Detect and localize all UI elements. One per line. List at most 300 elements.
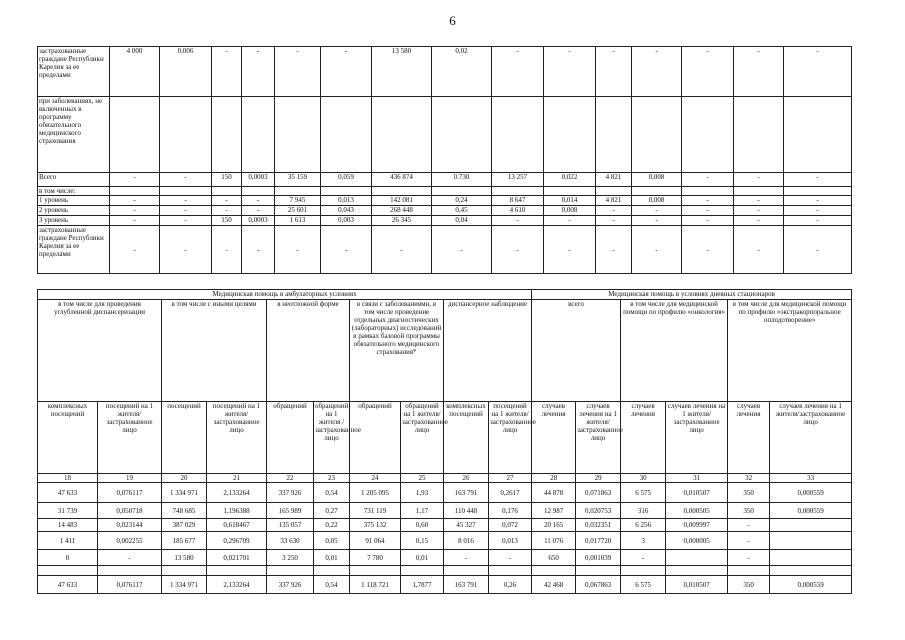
table-cell: 2,133264	[207, 576, 267, 594]
table-cell: 350	[728, 576, 770, 594]
table-cell: -	[632, 226, 682, 274]
column-header: комплексных посещений	[38, 402, 98, 474]
column-header: случаев лечения	[728, 402, 770, 474]
table-cell: 0,15	[401, 532, 444, 550]
table-cell: 163 791	[444, 483, 489, 503]
table-cell: 316	[621, 503, 666, 519]
table-cell: 0,067863	[576, 576, 621, 594]
subheader-oncology: в том числе для медицинской помощи по профилю «онкология»	[621, 300, 728, 402]
table-row	[38, 97, 852, 173]
table-cell: 0,003	[321, 216, 372, 226]
column-header: случаев лечения на 1 жителя/ застрахованное лицо	[666, 402, 728, 474]
table-cell: 0,006	[160, 47, 212, 97]
table-cell: -	[321, 47, 372, 97]
subheader-total: всего	[532, 300, 621, 402]
table-row	[38, 483, 852, 503]
subheader-diseases: в связи с заболеваниями, в том числе проведение отдельных диагностических (лабораторных) исследований в рамках базовой программы обязательного медицинского страхования*	[350, 300, 444, 402]
table-cell	[321, 187, 372, 196]
table-cell: 0,27	[314, 503, 350, 519]
column-number: 23	[314, 474, 350, 483]
column-number: 30	[621, 474, 666, 483]
table-cell: 1 613	[275, 216, 321, 226]
table-cell: 0,043	[321, 206, 372, 216]
table-cell: -	[596, 206, 632, 216]
table-cell: 1,93	[401, 483, 444, 503]
table-cell: -	[596, 47, 632, 97]
table-cell	[110, 187, 160, 196]
table-cell: 350	[728, 483, 770, 503]
table-cell: -	[242, 226, 275, 274]
table-cell: 0,22	[314, 519, 350, 532]
table-cell	[207, 566, 267, 576]
table-cell: 1 411	[38, 532, 98, 550]
table-cell	[576, 566, 621, 576]
table-row	[38, 216, 852, 226]
table-cell: -	[734, 226, 784, 274]
table-cell: -	[734, 47, 784, 97]
table-cell: -	[734, 206, 784, 216]
table-cell: -	[596, 226, 632, 274]
table-cell: -	[544, 216, 596, 226]
table-cell: -	[160, 196, 212, 206]
table-cell: -	[432, 226, 492, 274]
column-header: обращений	[267, 402, 314, 474]
table-cell	[314, 566, 350, 576]
column-number: 32	[728, 474, 770, 483]
table-row	[38, 226, 852, 274]
table-cell	[489, 566, 532, 576]
subheader-other-purposes: в том числе с иными целями	[162, 300, 267, 402]
table-row	[38, 519, 852, 532]
table-row	[38, 576, 852, 594]
table-cell: -	[321, 226, 372, 274]
table-cell: 185 677	[162, 532, 207, 550]
table-cell: -	[492, 226, 544, 274]
table-cell: 0,001039	[576, 550, 621, 566]
row-label: 3 уровень	[38, 216, 110, 226]
column-number: 24	[350, 474, 401, 483]
table-cell: 375 132	[350, 519, 401, 532]
table-cell: 20 165	[532, 519, 576, 532]
table-cell: 0,008	[544, 206, 596, 216]
table-cell: -	[110, 206, 160, 216]
table-cell: 0,022	[544, 173, 596, 187]
table-cell: -	[596, 216, 632, 226]
table-cell: 4 821	[596, 173, 632, 187]
table-cell: 0,04	[432, 216, 492, 226]
table-cell: 0,000559	[770, 483, 852, 503]
column-number: 22	[267, 474, 314, 483]
table-cell	[372, 97, 432, 173]
table-cell	[372, 187, 432, 196]
table-cell	[544, 97, 596, 173]
table-cell: 0,000005	[666, 532, 728, 550]
table-cell: -	[444, 550, 489, 566]
table-cell: -	[492, 47, 544, 97]
table-cell: 1,17	[401, 503, 444, 519]
table-row	[38, 47, 852, 97]
table-cell: -	[110, 196, 160, 206]
table-cell: -	[784, 47, 852, 97]
table-cell: 0,618467	[207, 519, 267, 532]
table-cell: 0,020753	[576, 503, 621, 519]
column-number: 25	[401, 474, 444, 483]
table-cell: 1 334 971	[162, 483, 207, 503]
table-cell: 0,176	[489, 503, 532, 519]
table-cell: 110 448	[444, 503, 489, 519]
column-number: 33	[770, 474, 852, 483]
table-cell: 1,7877	[401, 576, 444, 594]
table-cell: 142 081	[372, 196, 432, 206]
table-cell: 1 118 721	[350, 576, 401, 594]
table-cell: 150	[212, 173, 242, 187]
table-cell	[770, 532, 852, 550]
table-cell: 387 029	[162, 519, 207, 532]
table-row	[38, 173, 852, 187]
table-cell: 337 926	[267, 483, 314, 503]
column-header: случаев лечения на 1 жителя/ застрахованное лицо	[576, 402, 621, 474]
column-number: 18	[38, 474, 98, 483]
table-cell: 163 791	[444, 576, 489, 594]
table-row	[38, 206, 852, 216]
table-cell: -	[242, 206, 275, 216]
table-cell	[632, 97, 682, 173]
table-cell: 268 448	[372, 206, 432, 216]
table-cell: -	[110, 226, 160, 274]
column-header: обращений на 1 жителя/ застрахованное лицо	[401, 402, 444, 474]
table-cell	[666, 550, 728, 566]
table-cell: -	[489, 550, 532, 566]
table-cell: 0,24	[432, 196, 492, 206]
table-cell: 135 057	[267, 519, 314, 532]
table-cell	[728, 566, 770, 576]
table-cell	[350, 566, 401, 576]
table-cell: 350	[728, 503, 770, 519]
table-cell	[666, 566, 728, 576]
table-cell: -	[160, 206, 212, 216]
row-label: в том числе:	[38, 187, 110, 196]
table-cell: -	[734, 196, 784, 206]
table-cell: -	[160, 226, 212, 274]
table-cell: -	[212, 196, 242, 206]
table-cell: -	[212, 226, 242, 274]
table-cell: 0,021701	[207, 550, 267, 566]
table-cell: 0,002255	[98, 532, 162, 550]
table-cell: 3	[621, 532, 666, 550]
table-cell: 150	[212, 216, 242, 226]
table-cell: 0,071863	[576, 483, 621, 503]
table-cell: 0,0003	[242, 173, 275, 187]
page-number: 6	[449, 13, 456, 28]
column-header: случаев лечения на 1 жителя/застрахованное лицо	[770, 402, 852, 474]
table-cell: 1,196388	[207, 503, 267, 519]
table-cell: 0,072	[489, 519, 532, 532]
table-cell	[770, 550, 852, 566]
table-cell: 0,008	[632, 173, 682, 187]
table-cell: -	[544, 47, 596, 97]
table-cell: -	[160, 173, 212, 187]
table-cell: 0,009997	[666, 519, 728, 532]
table-cell	[160, 97, 212, 173]
table-cell: 748 685	[162, 503, 207, 519]
table-cell: 7 780	[350, 550, 401, 566]
row-label: застрахованные граждане Республики Карелия за ее пределами	[38, 226, 110, 274]
table-cell: 4 821	[596, 196, 632, 206]
table-cell	[621, 566, 666, 576]
table-cell: 4 610	[492, 206, 544, 216]
table-cell: -	[784, 196, 852, 206]
table-cell: 0,008	[632, 196, 682, 206]
table-cell: -	[682, 206, 734, 216]
table-cell: 0,000559	[770, 576, 852, 594]
table-cell	[110, 97, 160, 173]
table-cell: 33 630	[267, 532, 314, 550]
table-cell: 0,010507	[666, 483, 728, 503]
table-cell: 0.730	[432, 173, 492, 187]
table-cell: 13 257	[492, 173, 544, 187]
column-number: 31	[666, 474, 728, 483]
table-row	[38, 566, 852, 576]
column-number: 20	[162, 474, 207, 483]
row-label: при заболеваниях, не включенных в программу обязательного медицинского страхования	[38, 97, 110, 173]
table-cell	[544, 187, 596, 196]
table-cell: 0,014	[544, 196, 596, 206]
table-cell: 13 580	[162, 550, 207, 566]
table-cell: 14 483	[38, 519, 98, 532]
table-cell: 1 334 971	[162, 576, 207, 594]
table-cell	[492, 97, 544, 173]
table-cell: 0,000505	[666, 503, 728, 519]
table-row	[38, 187, 852, 196]
table-cell	[212, 97, 242, 173]
table-cell: 0,45	[432, 206, 492, 216]
table-cell: -	[784, 173, 852, 187]
column-header: посещений	[162, 402, 207, 474]
column-number: 19	[98, 474, 162, 483]
table-cell: 650	[532, 550, 576, 566]
table-cell	[770, 566, 852, 576]
table-cell: -	[728, 550, 770, 566]
table-cell: 8 647	[492, 196, 544, 206]
column-number: 26	[444, 474, 489, 483]
column-header: обращений на 1 жителя /застрахованное лицо	[314, 402, 350, 474]
table-cell: 0,26	[489, 576, 532, 594]
table-cell: 31 739	[38, 503, 98, 519]
subheader-urgent: в неотложной форме	[267, 300, 350, 402]
table-cell: -	[632, 47, 682, 97]
table-cell	[321, 97, 372, 173]
table-cell: -	[734, 173, 784, 187]
table-cell: -	[275, 47, 321, 97]
table-cell: -	[275, 226, 321, 274]
table-cell: 0,050718	[98, 503, 162, 519]
table-row	[38, 196, 852, 206]
table-cell	[98, 566, 162, 576]
table-cell: -	[544, 226, 596, 274]
table-cell: -	[728, 532, 770, 550]
group-header-ambulatory: Медицинская помощь в амбулаторных условиях	[38, 290, 532, 300]
table-cell: 0,032351	[576, 519, 621, 532]
table-cell: -	[734, 216, 784, 226]
table-cell	[784, 187, 852, 196]
table-cell: 26 345	[372, 216, 432, 226]
table-cell: 0,059	[321, 173, 372, 187]
table-cell: -	[110, 216, 160, 226]
column-number: 21	[207, 474, 267, 483]
table-cell: 0,023144	[98, 519, 162, 532]
table-cell: 337 926	[267, 576, 314, 594]
column-header: случаев лечения	[532, 402, 576, 474]
table-cell: 91 064	[350, 532, 401, 550]
column-number: 27	[489, 474, 532, 483]
table-cell: 0,013	[489, 532, 532, 550]
table-cell	[38, 566, 98, 576]
table-cell: 1 205 095	[350, 483, 401, 503]
table-cell: 7 945	[275, 196, 321, 206]
table-cell: 0	[38, 550, 98, 566]
subheader-dispensary: диспансерное наблюдение	[444, 300, 532, 402]
table-cell: -	[98, 550, 162, 566]
table-cell: -	[784, 216, 852, 226]
table-cell: 6 575	[621, 483, 666, 503]
table-cell: -	[682, 216, 734, 226]
table-cell: -	[372, 226, 432, 274]
column-number: 28	[532, 474, 576, 483]
table-cell: -	[784, 226, 852, 274]
table-cell: 6 575	[621, 576, 666, 594]
table-cell: -	[212, 47, 242, 97]
table-cell: 25 601	[275, 206, 321, 216]
table-cell: 0,02	[432, 47, 492, 97]
table-cell	[432, 97, 492, 173]
table-cell: 45 327	[444, 519, 489, 532]
table-cell: 0,013	[321, 196, 372, 206]
table-cell	[242, 187, 275, 196]
table-cell: 0,54	[314, 483, 350, 503]
table-cell: -	[492, 216, 544, 226]
row-label: Всего	[38, 173, 110, 187]
table-cell: -	[632, 216, 682, 226]
column-header: обращений	[350, 402, 401, 474]
table-cell: 11 076	[532, 532, 576, 550]
table-cell: 0,01	[314, 550, 350, 566]
table-cell: 0,54	[314, 576, 350, 594]
table-cell	[596, 97, 632, 173]
table-cell	[784, 97, 852, 173]
table-cell	[596, 187, 632, 196]
table-cell: 0,010507	[666, 576, 728, 594]
table-cell: -	[682, 47, 734, 97]
table-cell: 0,296709	[207, 532, 267, 550]
table-cell: 47 633	[38, 576, 98, 594]
subheader-eco: в том числе для медицинской помощи по профилю «экстракорпоральное оплодотворение»	[728, 300, 852, 402]
table-cell: 0,2617	[489, 483, 532, 503]
table-cell: 13 580	[372, 47, 432, 97]
table-cell: 0,076117	[98, 483, 162, 503]
table-cell: 4 000	[110, 47, 160, 97]
table-cell: -	[784, 206, 852, 216]
table-cell: 0,076117	[98, 576, 162, 594]
subheader-deep-dispensary: в том числе для проведения углубленной диспансеризации	[38, 300, 162, 402]
table-row	[38, 503, 852, 519]
table-cell: -	[212, 206, 242, 216]
table-cell	[682, 97, 734, 173]
column-header: посещений на 1 жителя/ застрахованное лицо	[98, 402, 162, 474]
table-cell	[242, 97, 275, 173]
table-cell: -	[682, 196, 734, 206]
table-cell: 35 159	[275, 173, 321, 187]
column-header: посещений на 1 жителя/ застрахованное лицо	[489, 402, 532, 474]
table-cell	[401, 566, 444, 576]
column-header: комплексных посещений	[444, 402, 489, 474]
table-cell	[444, 566, 489, 576]
table-cell: 0,000559	[770, 503, 852, 519]
table-cell: 6 256	[621, 519, 666, 532]
table-cell	[432, 187, 492, 196]
table-cell: -	[242, 47, 275, 97]
table-cell: 0,05	[314, 532, 350, 550]
bottom-table	[37, 289, 852, 594]
table-cell: 2,133264	[207, 483, 267, 503]
table-cell	[275, 97, 321, 173]
table-cell: -	[728, 519, 770, 532]
row-label: застрахованные граждане Республики Карелия за ее пределами	[38, 47, 110, 97]
table-cell	[267, 566, 314, 576]
table-cell: -	[682, 226, 734, 274]
table-cell: 8 016	[444, 532, 489, 550]
table-cell: 44 878	[532, 483, 576, 503]
table-cell: 0,0003	[242, 216, 275, 226]
table-row	[38, 550, 852, 566]
top-table	[37, 46, 852, 274]
table-cell: 0,60	[401, 519, 444, 532]
table-cell	[162, 566, 207, 576]
table-row	[38, 532, 852, 550]
column-header: посещений на 1 жителя/ застрахованное лицо	[207, 402, 267, 474]
table-cell	[682, 187, 734, 196]
table-cell: 12 987	[532, 503, 576, 519]
group-header-day-hospital: Медицинская помощь в условиях дневных стационаров	[532, 290, 852, 300]
table-cell	[492, 187, 544, 196]
table-cell: 42 468	[532, 576, 576, 594]
table-cell: 0,017720	[576, 532, 621, 550]
table-cell: 0,01	[401, 550, 444, 566]
table-cell	[770, 519, 852, 532]
row-label: 2 уровень	[38, 206, 110, 216]
table-cell: 165 989	[267, 503, 314, 519]
table-cell: 3 250	[267, 550, 314, 566]
table-cell: -	[682, 173, 734, 187]
table-cell: 47 633	[38, 483, 98, 503]
table-cell	[734, 97, 784, 173]
table-cell: -	[621, 550, 666, 566]
table-cell	[532, 566, 576, 576]
table-cell: -	[242, 196, 275, 206]
table-cell: 731 119	[350, 503, 401, 519]
table-cell	[212, 187, 242, 196]
table-cell: -	[160, 216, 212, 226]
row-label: 1 уровень	[38, 196, 110, 206]
column-header: случаев лечения	[621, 402, 666, 474]
column-number: 29	[576, 474, 621, 483]
table-cell	[160, 187, 212, 196]
table-cell	[734, 187, 784, 196]
table-cell	[632, 187, 682, 196]
table-cell: -	[632, 206, 682, 216]
table-cell	[275, 187, 321, 196]
table-cell: -	[110, 173, 160, 187]
table-cell: 436 874	[372, 173, 432, 187]
